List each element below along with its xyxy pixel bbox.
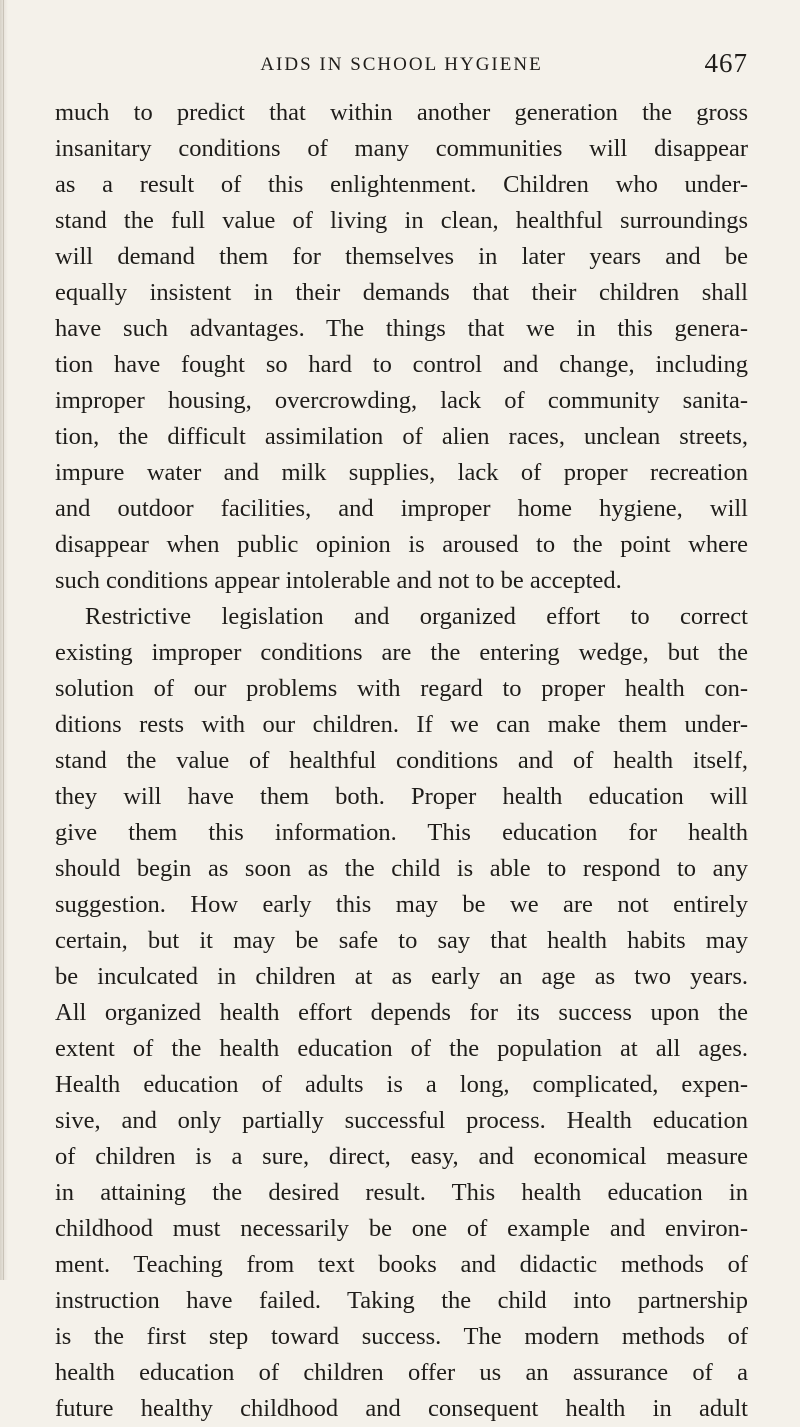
- text-line: stand the full value of living in clean, healthful surroundings: [55, 207, 748, 234]
- text-line: stand the value of healthful conditions and of health itself,: [55, 747, 748, 774]
- text-line: and outdoor facilities, and improper home hygiene, will: [55, 495, 748, 522]
- text-line: be inculcated in children at as early an age as two years.: [55, 963, 748, 990]
- text-line: All organized health effort depends for its success upon the: [55, 999, 748, 1026]
- page-header: [55, 48, 748, 84]
- text-line: ditions rests with our children. If we can make them under-: [55, 711, 748, 738]
- page-number: 467: [704, 48, 748, 78]
- text-line: existing improper conditions are the entering wedge, but the: [55, 639, 748, 666]
- text-line: improper housing, overcrowding, lack of community sanita-: [55, 387, 748, 414]
- text-line: should begin as soon as the child is able to respond to any: [55, 855, 748, 882]
- text-line: tion have fought so hard to control and change, including: [55, 351, 748, 378]
- text-line: tion, the difficult assimilation of alien races, unclean streets,: [55, 423, 748, 450]
- text-line: insanitary conditions of many communities will disappear: [55, 135, 748, 162]
- running-head: AIDS IN SCHOOL HYGIENE: [260, 54, 543, 75]
- text-line: instruction have failed. Taking the child into partnership: [55, 1287, 748, 1314]
- body-text: [55, 95, 748, 1427]
- text-line: disappear when public opinion is aroused to the point where: [55, 531, 748, 558]
- text-line: Restrictive legislation and organized effort to correct: [85, 603, 748, 630]
- text-line: suggestion. How early this may be we are not entirely: [55, 891, 748, 918]
- text-line: will demand them for themselves in later years and be: [55, 243, 748, 270]
- text-line: health education of children offer us an assurance of a: [55, 1359, 748, 1386]
- text-line: extent of the health education of the population at all ages.: [55, 1035, 748, 1062]
- text-line: solution of our problems with regard to proper health con-: [55, 675, 748, 702]
- text-line: childhood must necessarily be one of example and environ-: [55, 1215, 748, 1242]
- text-line: have such advantages. The things that we in this genera-: [55, 315, 748, 342]
- text-line: such conditions appear intolerable and not to be accepted.: [55, 567, 622, 594]
- page-binding-edge: [0, 0, 8, 1280]
- text-line: is the first step toward success. The modern methods of: [55, 1323, 748, 1350]
- text-line: future healthy childhood and consequent health in adult: [55, 1395, 748, 1422]
- text-line: ment. Teaching from text books and didactic methods of: [55, 1251, 748, 1278]
- text-line: give them this information. This education for health: [55, 819, 748, 846]
- text-line: as a result of this enlightenment. Children who under-: [55, 171, 748, 198]
- text-line: certain, but it may be safe to say that health habits may: [55, 927, 748, 954]
- text-line: they will have them both. Proper health education will: [55, 783, 748, 810]
- text-line: impure water and milk supplies, lack of proper recreation: [55, 459, 748, 486]
- text-line: Health education of adults is a long, complicated, expen-: [55, 1071, 748, 1098]
- text-line: sive, and only partially successful process. Health education: [55, 1107, 748, 1134]
- text-line: of children is a sure, direct, easy, and economical measure: [55, 1143, 748, 1170]
- text-line: much to predict that within another generation the gross: [55, 99, 748, 126]
- text-line: in attaining the desired result. This health education in: [55, 1179, 748, 1206]
- text-line: equally insistent in their demands that their children shall: [55, 279, 748, 306]
